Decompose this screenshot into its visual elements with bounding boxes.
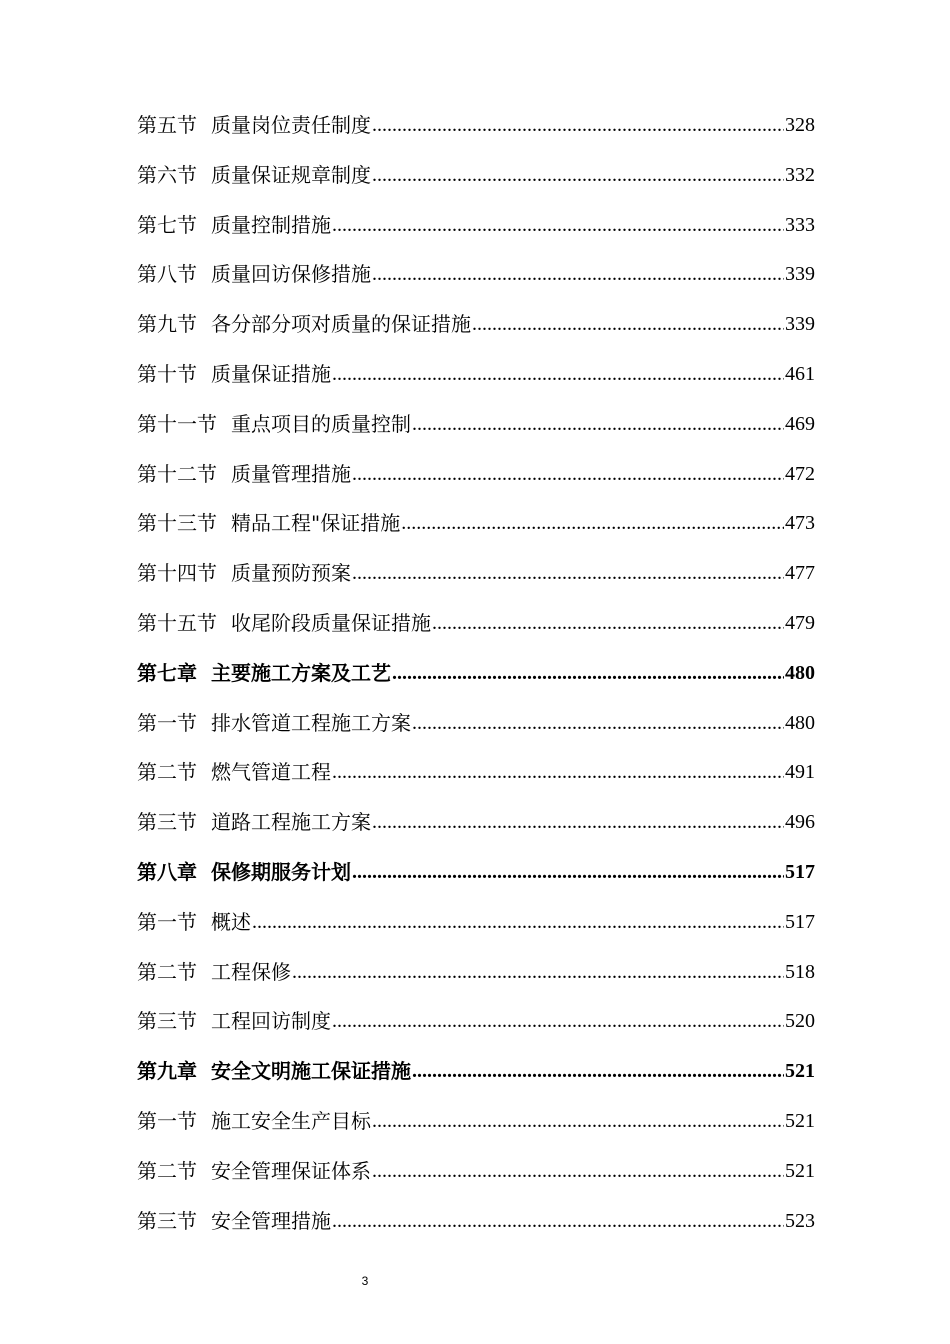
toc-entry-page-number: 521 bbox=[785, 1159, 815, 1182]
toc-entry-label bbox=[137, 250, 371, 300]
toc-entry-prefix: 第九章 bbox=[137, 1059, 197, 1084]
toc-entry-label bbox=[137, 798, 371, 848]
toc-entry-title: 排水管道工程施工方案 bbox=[211, 710, 411, 735]
toc-entry-prefix: 第三节 bbox=[137, 1208, 197, 1233]
toc-entry-title: 工程保修 bbox=[211, 959, 291, 984]
toc-entry-page-number: 333 bbox=[785, 213, 815, 236]
toc-dot-leader bbox=[252, 898, 784, 948]
toc-entry-label bbox=[137, 1147, 371, 1197]
toc-entry-title: 精品工程"保证措施 bbox=[231, 511, 401, 536]
toc-dot-leader bbox=[372, 798, 784, 848]
toc-entry-title: 质量保证措施 bbox=[211, 361, 331, 386]
toc-entry-label bbox=[137, 748, 331, 798]
toc-entry-page-number: 461 bbox=[785, 362, 815, 385]
toc-entry-label bbox=[137, 201, 331, 251]
toc-section-entry[interactable] bbox=[137, 1197, 815, 1247]
toc-dot-leader bbox=[372, 151, 784, 201]
toc-section-entry[interactable] bbox=[137, 499, 815, 549]
toc-section-entry[interactable] bbox=[137, 250, 815, 300]
toc-dot-leader bbox=[412, 699, 784, 749]
toc-entry-prefix: 第十节 bbox=[137, 361, 197, 386]
toc-dot-leader bbox=[372, 250, 784, 300]
toc-dot-leader bbox=[352, 549, 784, 599]
toc-entry-title: 重点项目的质量控制 bbox=[231, 411, 411, 436]
toc-entry-label bbox=[137, 1197, 331, 1247]
toc-entry-title: 质量保证规章制度 bbox=[211, 162, 371, 187]
toc-dot-leader bbox=[332, 350, 784, 400]
toc-entry-label bbox=[137, 300, 471, 350]
toc-entry-prefix: 第二节 bbox=[137, 1158, 197, 1183]
toc-entry-label bbox=[137, 101, 371, 151]
toc-section-entry[interactable] bbox=[137, 997, 815, 1047]
toc-entry-prefix: 第二节 bbox=[137, 959, 197, 984]
toc-entry-prefix: 第十三节 bbox=[137, 511, 217, 536]
toc-entry-prefix: 第六节 bbox=[137, 162, 197, 187]
toc-dot-leader bbox=[412, 400, 784, 450]
toc-section-entry[interactable] bbox=[137, 1097, 815, 1147]
toc-section-entry[interactable] bbox=[137, 300, 815, 350]
toc-entry-label bbox=[137, 997, 331, 1047]
toc-entry-prefix: 第二节 bbox=[137, 760, 197, 785]
toc-entry-page-number: 469 bbox=[785, 412, 815, 435]
toc-dot-leader bbox=[372, 101, 784, 151]
toc-entry-title: 质量岗位责任制度 bbox=[211, 113, 371, 137]
toc-dot-leader bbox=[292, 948, 784, 998]
toc-chapter-entry[interactable] bbox=[137, 1047, 815, 1097]
toc-entry-label bbox=[137, 450, 351, 500]
toc-entry-prefix: 第三节 bbox=[137, 810, 197, 835]
toc-entry-page-number: 517 bbox=[785, 860, 815, 883]
toc-entry-page-number: 521 bbox=[785, 1109, 815, 1132]
toc-entry-page-number: 472 bbox=[785, 462, 815, 485]
toc-entry-title: 主要施工方案及工艺 bbox=[211, 660, 391, 685]
toc-entry-title: 安全文明施工保证措施 bbox=[211, 1059, 411, 1084]
toc-dot-leader bbox=[392, 649, 784, 699]
toc-entry-page-number: 479 bbox=[785, 611, 815, 634]
toc-chapter-entry[interactable] bbox=[137, 649, 815, 699]
toc-entry-title: 质量回访保修措施 bbox=[211, 262, 371, 287]
toc-entry-page-number: 491 bbox=[785, 761, 815, 784]
toc-entry-label bbox=[137, 499, 400, 549]
toc-dot-leader bbox=[332, 1197, 784, 1247]
toc-section-entry[interactable] bbox=[137, 1147, 815, 1197]
toc-section-entry[interactable] bbox=[137, 201, 815, 251]
toc-entry-page-number: 328 bbox=[785, 114, 815, 136]
toc-entry-title: 工程回访制度 bbox=[211, 1009, 331, 1034]
toc-entry-label bbox=[137, 948, 291, 998]
toc-entry-title: 道路工程施工方案 bbox=[211, 810, 371, 835]
toc-entry-page-number: 473 bbox=[785, 512, 815, 535]
toc-dot-leader bbox=[332, 748, 784, 798]
toc-dot-leader bbox=[352, 450, 784, 500]
toc-dot-leader bbox=[372, 1097, 784, 1147]
toc-entry-page-number: 496 bbox=[785, 811, 815, 834]
toc-entry-label bbox=[137, 649, 391, 699]
toc-entry-prefix: 第十四节 bbox=[137, 561, 217, 586]
toc-entry-title: 安全管理保证体系 bbox=[211, 1158, 371, 1183]
toc-section-entry[interactable] bbox=[137, 798, 815, 848]
toc-entry-page-number: 332 bbox=[785, 163, 815, 186]
toc-entry-title: 施工安全生产目标 bbox=[211, 1108, 371, 1133]
toc-dot-leader bbox=[412, 1047, 784, 1097]
toc-entry-prefix: 第一节 bbox=[137, 1108, 197, 1133]
toc-entry-prefix: 第十一节 bbox=[137, 411, 217, 436]
toc-entry-page-number: 477 bbox=[785, 562, 815, 585]
toc-entry-prefix: 第八章 bbox=[137, 859, 197, 884]
toc-entry-title: 质量控制措施 bbox=[211, 212, 331, 237]
toc-section-entry[interactable] bbox=[137, 549, 815, 599]
toc-entry-prefix: 第三节 bbox=[137, 1009, 197, 1034]
toc-entry-page-number: 517 bbox=[785, 910, 815, 933]
toc-entry-page-number: 480 bbox=[785, 711, 815, 734]
toc-dot-leader bbox=[401, 499, 784, 549]
toc-entry-prefix: 第七节 bbox=[137, 212, 197, 237]
toc-entry-label bbox=[137, 898, 251, 948]
toc-section-entry[interactable] bbox=[137, 898, 815, 948]
toc-entry-prefix: 第八节 bbox=[137, 262, 197, 287]
toc-dot-leader bbox=[332, 997, 784, 1047]
toc-section-entry[interactable] bbox=[137, 151, 815, 201]
toc-section-entry[interactable] bbox=[137, 948, 815, 998]
toc-entry-page-number: 521 bbox=[785, 1060, 815, 1083]
toc-entry-title: 各分部分项对质量的保证措施 bbox=[211, 312, 471, 337]
page-number: 3 bbox=[361, 1274, 369, 1288]
table-of-contents bbox=[137, 101, 815, 1246]
toc-entry-prefix: 第一节 bbox=[137, 909, 197, 934]
toc-dot-leader bbox=[352, 848, 784, 898]
toc-entry-label bbox=[137, 1097, 371, 1147]
toc-entry-page-number: 520 bbox=[785, 1010, 815, 1033]
toc-entry-prefix: 第五节 bbox=[137, 113, 197, 137]
toc-entry-title: 质量预防预案 bbox=[231, 561, 351, 586]
toc-section-entry[interactable] bbox=[137, 400, 815, 450]
toc-section-entry[interactable] bbox=[137, 748, 815, 798]
toc-entry-label bbox=[137, 151, 371, 201]
toc-entry-page-number: 480 bbox=[785, 661, 815, 684]
toc-chapter-entry[interactable] bbox=[137, 848, 815, 898]
toc-section-entry[interactable] bbox=[137, 599, 815, 649]
toc-entry-page-number: 339 bbox=[785, 263, 815, 286]
toc-entry-title: 收尾阶段质量保证措施 bbox=[231, 610, 431, 635]
toc-entry-label bbox=[137, 350, 331, 400]
toc-entry-label bbox=[137, 848, 351, 898]
toc-entry-label bbox=[137, 699, 411, 749]
toc-entry-label bbox=[137, 599, 431, 649]
toc-section-entry[interactable] bbox=[137, 450, 815, 500]
toc-entry-label bbox=[137, 549, 351, 599]
toc-entry-page-number: 518 bbox=[785, 960, 815, 983]
toc-entry-page-number: 339 bbox=[785, 313, 815, 336]
toc-dot-leader bbox=[332, 201, 784, 251]
toc-entry-title: 概述 bbox=[211, 909, 251, 934]
toc-entry-title: 保修期服务计划 bbox=[211, 859, 351, 884]
toc-entry-prefix: 第七章 bbox=[137, 660, 197, 685]
toc-entry-prefix: 第九节 bbox=[137, 312, 197, 337]
toc-entry-label bbox=[137, 400, 411, 450]
toc-entry-title: 质量管理措施 bbox=[231, 461, 351, 486]
toc-entry-title: 燃气管道工程 bbox=[211, 760, 331, 785]
toc-entry-label bbox=[137, 1047, 411, 1097]
toc-dot-leader bbox=[372, 1147, 784, 1197]
toc-entry-prefix: 第一节 bbox=[137, 710, 197, 735]
toc-entry-title: 安全管理措施 bbox=[211, 1208, 331, 1233]
toc-entry-prefix: 第十二节 bbox=[137, 461, 217, 486]
toc-section-entry[interactable] bbox=[137, 101, 815, 151]
toc-dot-leader bbox=[472, 300, 784, 350]
toc-dot-leader bbox=[432, 599, 784, 649]
toc-section-entry[interactable] bbox=[137, 699, 815, 749]
toc-section-entry[interactable] bbox=[137, 350, 815, 400]
toc-entry-page-number: 523 bbox=[785, 1209, 815, 1232]
toc-entry-prefix: 第十五节 bbox=[137, 610, 217, 635]
